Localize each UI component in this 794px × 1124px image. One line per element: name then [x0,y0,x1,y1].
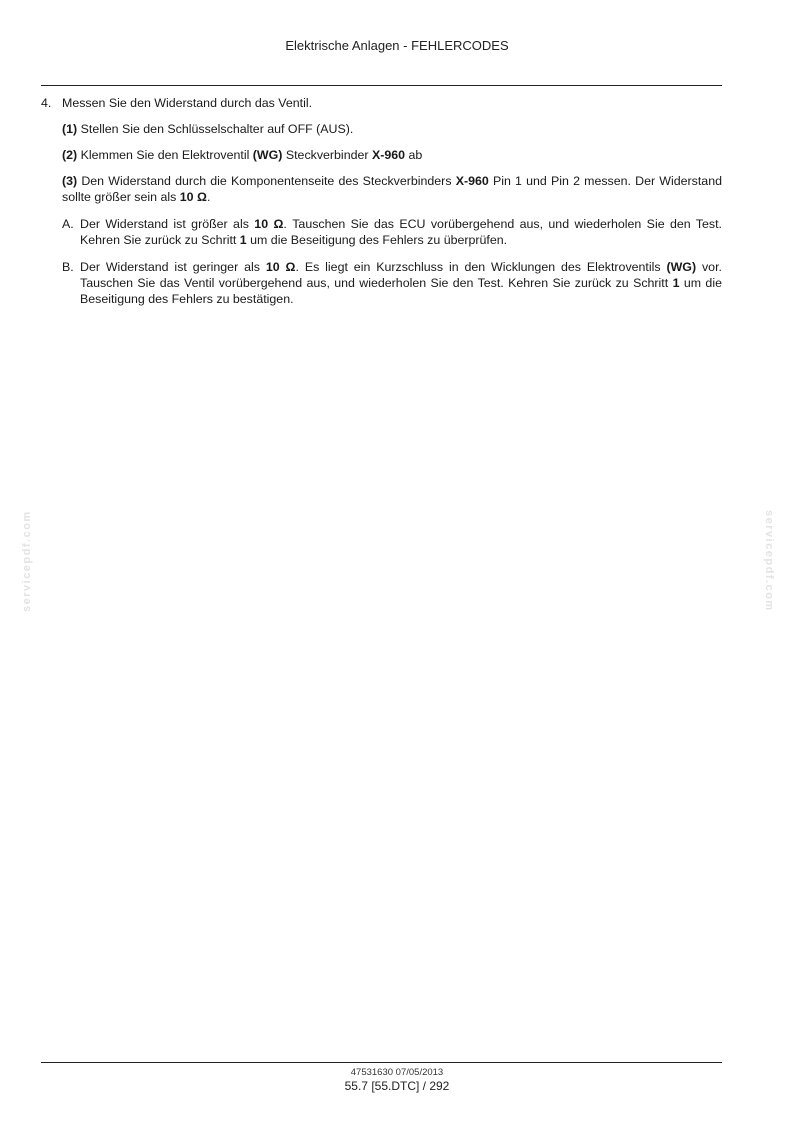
substep-number: (3) [62,174,78,188]
component-code: (WG) [666,260,697,274]
resistance-value: 10 Ω [179,190,207,204]
substep-text: Klemmen Sie den Elektroventil [80,148,250,162]
option-text-part: um die Beseitigung des Fehlers zu bestätigen. [80,276,722,306]
step-reference: 1 [239,233,247,247]
substep-2 [62,147,722,163]
footer-doc-ref: 47531630 07/05/2013 [350,1067,444,1078]
resistance-value: 10 Ω [254,217,284,231]
main-content [41,95,722,307]
option-text-part: Der Widerstand ist geringer als [80,260,260,274]
option-letter: B. [62,260,74,274]
step-reference: 1 [672,276,680,290]
step-number: 4. [41,96,52,110]
page-header: Elektrische Anlagen - FEHLERCODES [285,38,509,53]
option-text-part: . Tauschen Sie das ECU vorübergehend aus, und wiederholen Sie den Test. Kehren Sie zurück zu Schritt [80,217,722,247]
option-text [80,259,722,307]
option-letter: A. [62,217,74,231]
step-4 [41,95,722,111]
substep-number: (2) [62,148,78,162]
header-divider [41,85,722,86]
resistance-value: 10 Ω [265,260,296,274]
component-code: (WG) [252,148,283,162]
substep-number: (1) [62,122,78,136]
footer-page-number: 55.7 [55.DTC] / 292 [344,1079,450,1093]
substep-text: Pin 1 und Pin 2 messen. Der Widerstand sollte größer sein als [62,174,722,204]
watermark-right: servicepdf.com [763,510,775,612]
option-b [62,259,722,307]
substep-3 [62,173,722,205]
substep-text: . [206,190,211,204]
substep-text: Stellen Sie den Schlüsselschalter auf OFF (AUS). [80,122,354,136]
connector-code: X-960 [455,174,489,188]
option-text-part: vor. Tauschen Sie das Ventil vorübergehend aus, und wiederholen Sie den Test. Kehren Sie zurück zu Schritt [80,260,722,290]
substep-text: Steckverbinder [285,148,369,162]
option-text-part: um die Beseitigung des Fehlers zu überprüfen. [250,233,508,247]
watermark-left: servicepdf.com [21,510,33,612]
step-title: Messen Sie den Widerstand durch das Ventil. [62,96,313,110]
option-text [80,216,722,248]
substep-text: ab [408,148,423,162]
option-a [62,216,722,248]
option-text-part: Der Widerstand ist größer als [80,217,249,231]
substep-text: Den Widerstand durch die Komponentenseite des Steckverbinders [81,174,452,188]
connector-code: X-960 [371,148,406,162]
substep-1 [62,121,722,137]
footer-divider [41,1062,722,1063]
option-text-part: . Es liegt ein Kurzschluss in den Wicklungen des Elektroventils [295,260,661,274]
